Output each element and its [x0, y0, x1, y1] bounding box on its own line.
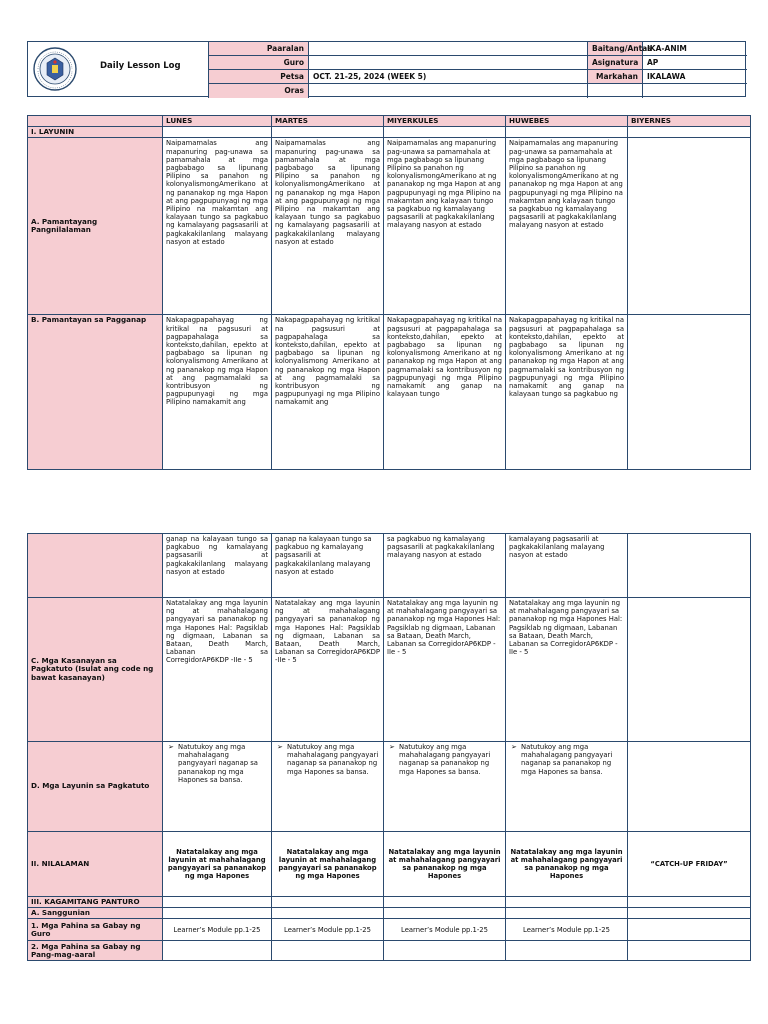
label-gabay-mag-aaral: 2. Mga Pahina sa Gabay ng Pang-mag-aaral — [28, 941, 163, 961]
kasanayan-miyerkules: Natatalakay ang mga layunin ng at mahahalagang pangyayari sa pananakop ng mga Hapones Hal: Pagsiklab ng digmaan, Labanan sa Bataan, Death March, Labanan sa CorregidorAP6KDP -IIe - 5 — [384, 598, 506, 742]
nilalaman-martes: Natatalakay ang mga layunin at mahahalagang pangyayari sa pananakop ng mga Hapones — [272, 832, 384, 897]
label-markahan: Markahan — [588, 70, 643, 84]
kagamitan-row — [28, 897, 751, 908]
pamantayan-cont-lunes: ganap na kalayaan tungo sa pagkabuo ng kamalayang pagsasarili at pagkakakilanlang malayang nasyon at estado — [163, 534, 272, 598]
sanggunian-row — [28, 908, 751, 919]
day-huwebes: HUWEBES — [506, 116, 628, 127]
kasanayan-huwebes: Natatalakay ang mga layunin ng at mahahalagang pangyayari sa pananakop ng mga Hapones Hal: Pagsiklab ng digmaan, Labanan sa Bataan, Death March, Labanan sa CorregidorAP6KDP -IIe - 5 — [506, 598, 628, 742]
pamantayang-huwebes: Naipamamalas ang mapanuring pag-unawa sa pamamahala at mga pagbabago sa lipunang Pilipino sa panahon ng kolonyalismongAmerikano at ng pananakop ng mga Hapon at ang pagpupunyagi ng mga Pilipino na makamtan ang kalayaan tungo sa pagkabuo ng kamalayang pagsasarili at pagkakakilanlang malayang nasyon at estado — [506, 138, 628, 315]
deped-seal-icon — [33, 46, 91, 93]
label-guro: Guro — [209, 56, 309, 70]
pamantayang-biyernes — [628, 138, 751, 315]
value-asignatura: AP — [643, 56, 747, 70]
pamantayan-biyernes — [628, 315, 751, 470]
layunin-lunes: ➢ Natutukoy ang mga mahahalagang pangyayari naganap sa pananakop ng mga Hapones sa bansa. — [166, 743, 268, 784]
header-block — [27, 41, 746, 97]
lesson-table-part-1 — [27, 115, 751, 470]
kasanayan-row — [28, 598, 751, 742]
label-pamantayan-sa-pagganap: B. Pamantayan sa Pagganap — [28, 315, 163, 470]
label-pamantayang-pangnilalaman: A. Pamantayang Pangnilalaman — [28, 138, 163, 315]
pamantayan-martes: Nakapagpapahayag ng kritikal na pagsusuri at pagpapahalaga sa konteksto,dahilan, epekto at pagbabago sa lipunan ng kolonyalismong Amerikano at ng pananakop ng mga Hapon at ang pagmamalaki sa kontribusyon ng pagpupunyagi ng mga Pilipino namakamit ang — [272, 315, 384, 470]
pamantayan-cont-martes: ganap na kalayaan tungo sa pagkabuo ng kamalayang pagsasarili at pagkakakilanlang malayang nasyon at estado — [272, 534, 384, 598]
pamantayan-continued-row — [28, 534, 751, 598]
lesson-table-part-2 — [27, 533, 751, 961]
pamantayan-huwebes: Nakapagpapahayag ng kritikal na pagsusuri at pagpapahalaga sa konteksto,dahilan, epekto at pagbabago sa lipunan ng kolonyalismong Amerikano at ng pananakop ng mga Hapon at ang pagmamalaki sa kontribusyon ng pagpupunyagi ng mga Pilipino namakamit ang ganap na kalayaan tungo sa pagkabuo ng — [506, 315, 628, 470]
day-miyerkules: MIYERKULES — [384, 116, 506, 127]
label-asignatura: Asignatura — [588, 56, 643, 70]
label-nilalaman: II. NILALAMAN — [28, 832, 163, 897]
corner-cell — [28, 116, 163, 127]
day-lunes: LUNES — [163, 116, 272, 127]
nilalaman-lunes: Natatalakay ang mga layunin at mahahalagang pangyayari sa pananakop ng mga Hapones — [163, 832, 272, 897]
label-gabay-guro: 1. Mga Pahina sa Gabay ng Guro — [28, 919, 163, 941]
day-header-row — [28, 116, 751, 127]
label-layunin-pagkatuto: D. Mga Layunin sa Pagkatuto — [28, 742, 163, 832]
pamantayan-miyerkules: Nakapagpapahayag ng kritikal na pagsusuri at pagpapahalaga sa konteksto,dahilan, epekto at pagbabago sa lipunan ng kolonyalismong Amerikano at ng pananakop ng mga Hapon at ang pagmamalaki sa kontribusyon ng pagpupunyagi ng mga Pilipino namakamit ang ganap na kalayaan tungo — [384, 315, 506, 470]
gabay-mag-aaral-row — [28, 941, 751, 961]
blank-cell — [643, 84, 747, 98]
continued-label-cell — [28, 534, 163, 598]
day-biyernes: BIYERNES — [628, 116, 751, 127]
section-layunin: I. LAYUNIN — [28, 127, 163, 138]
value-markahan: IKALAWA — [643, 70, 747, 84]
catch-up-friday: “CATCH-UP FRIDAY” — [628, 832, 751, 897]
blank-cell — [588, 84, 643, 98]
nilalaman-miyerkules: Natatalakay ang mga layunin at mahahalagang pangyayari sa pananakop ng mga Hapones — [384, 832, 506, 897]
value-baitang: IKA-ANIM — [643, 42, 747, 56]
label-oras: Oras — [209, 84, 309, 98]
kasanayan-lunes: Natatalakay ang mga layunin ng at mahahalagang pangyayari sa pananakop ng mga Hapones Hal: Pagsiklab ng digmaan, Labanan sa Bataan, Death March, Labanan sa CorregidorAP6KDP -IIe - 5 — [163, 598, 272, 742]
value-petsa: OCT. 21-25, 2024 (WEEK 5) — [309, 70, 588, 84]
gabay-guro-huwebes: Learner’s Module pp.1-25 — [506, 919, 628, 941]
value-oras — [309, 84, 588, 98]
nilalaman-huwebes: Natatalakay ang mga layunin at mahahalagang pangyayari sa pananakop ng mga Hapones — [506, 832, 628, 897]
day-martes: MARTES — [272, 116, 384, 127]
gabay-guro-miyerkules: Learner’s Module pp.1-25 — [384, 919, 506, 941]
page-title: Daily Lesson Log — [100, 61, 181, 71]
pamantayan-row — [28, 315, 751, 470]
pamantayang-martes: Naipamamalas ang mapanuring pag-unawa sa pamamahala at mga pagbabago sa lipunang Pilipino sa panahon ng kolonyalismongAmerikano at ng pananakop ng mga Hapon at ang pagpupunyagi ng mga Pilipino na makamtan ang kalayaan tungo sa pagkabuo ng kamalayang pagsasarili at pagkakakilanlang malayang nasyon at estado — [272, 138, 384, 315]
gabay-guro-row — [28, 919, 751, 941]
pamantayan-cont-miyerkules: sa pagkabuo ng kamalayang pagsasarili at pagkakakilanlang malayang nasyon at estado — [384, 534, 506, 598]
pamantayang-row — [28, 138, 751, 315]
layunin-huwebes: ➢ Natutukoy ang mga mahahalagang pangyayari naganap sa pananakop ng mga Hapones sa bansa. — [509, 743, 624, 776]
pamantayang-lunes: Naipamamalas ang mapanuring pag-unawa sa pamamahala at mga pagbabago sa lipunang Pilipino sa panahon ng kolonyalismongAmerikano at ng pananakop ng mga Hapon at ang pagpupunyagi ng mga Pilipino na makamtan ang kalayaan tungo sa pagkabuo ng kamalayang pagsasarili at pagkakakilanlang malayang nasyon at estado — [163, 138, 272, 315]
gabay-guro-lunes: Learner’s Module pp.1-25 — [163, 919, 272, 941]
header-fields — [209, 42, 747, 98]
section-kagamitan: III. KAGAMITANG PANTURO — [28, 897, 163, 908]
label-kasanayan: C. Mga Kasanayan sa Pagkatuto (Isulat ang code ng bawat kasanayan) — [28, 598, 163, 742]
nilalaman-row — [28, 832, 751, 897]
pamantayan-lunes: Nakapagpapahayag ng kritikal na pagsusuri at pagpapahalaga sa konteksto,dahilan, epekto at pagbabago sa lipunan ng kolonyalismong Amerikano at ng pananakop ng mga Hapon at ang pagmamalaki sa kontribusyon ng pagpupunyagi ng mga Pilipino namakamit ang — [163, 315, 272, 470]
pamantayan-cont-huwebes: kamalayang pagsasarili at pagkakakilanlang malayang nasyon at estado — [506, 534, 628, 598]
label-sanggunian: A. Sanggunian — [28, 908, 163, 919]
header-brand — [28, 42, 209, 98]
layunin-martes: ➢ Natutukoy ang mga mahahalagang pangyayari naganap sa pananakop ng mga Hapones sa bansa. — [275, 743, 380, 776]
label-paaralan: Paaralan — [209, 42, 309, 56]
label-baitang: Baitang/Antas — [588, 42, 643, 56]
layunin-pagkatuto-row — [28, 742, 751, 832]
layunin-row — [28, 127, 751, 138]
label-petsa: Petsa — [209, 70, 309, 84]
value-paaralan — [309, 42, 588, 56]
layunin-miyerkules: ➢ Natutukoy ang mga mahahalagang pangyayari naganap sa pananakop ng mga Hapones sa bansa. — [387, 743, 502, 776]
gabay-guro-martes: Learner’s Module pp.1-25 — [272, 919, 384, 941]
pamantayang-miyerkules: Naipamamalas ang mapanuring pag-unawa sa pamamahala at mga pagbabago sa lipunang Pilipino sa panahon ng kolonyalismongAmerikano at ng pananakop ng mga Hapon at ang pagpupunyagi ng mga Pilipino na makamtan ang kalayaan tungo sa pagkabuo ng kamalayang pagsasarili at pagkakakilanlang malayang nasyon at estado — [384, 138, 506, 315]
value-guro — [309, 56, 588, 70]
kasanayan-martes: Natatalakay ang mga layunin ng at mahahalagang pangyayari sa pananakop ng mga Hapones Hal: Pagsiklab ng digmaan, Labanan sa Bataan, Death March, Labanan sa CorregidorAP6KDP -IIe - 5 — [272, 598, 384, 742]
